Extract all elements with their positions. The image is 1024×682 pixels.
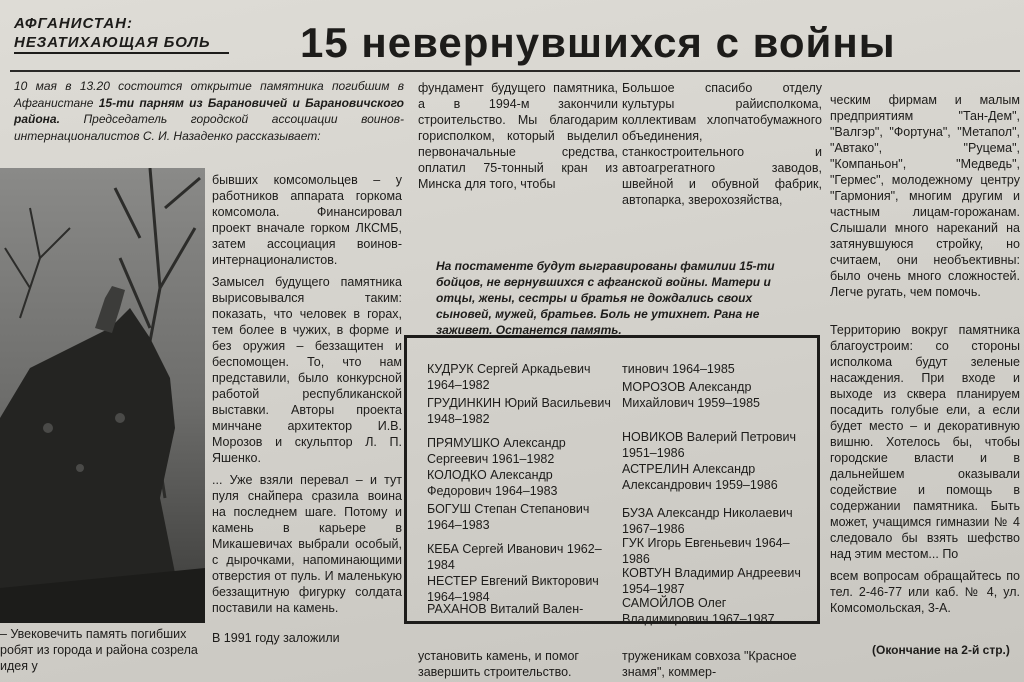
- name-entry: НОВИКОВ Валерий Петрович 1951–1986: [622, 430, 796, 460]
- col1-paragraph-1: бывших комсомольцев – у работников аппарата горкома комсомола. Финансировал проект вначале горком ЛКСМБ, затем ассоциация воинов-интернационалистов.: [212, 173, 402, 267]
- name-entry: КОВТУН Владимир Андреевич 1954–1987: [622, 566, 801, 596]
- column-4: ческим фирмам и малым предприятиям "Тан-Дем", "Валгэр", "Фортуна", "Метапол", "Автако", "Руцема", "Компаньон", "Медведь", "Гермес", молодежному центру "Гармония", многим другим и частным лицам-горожанам. Слышали много нареканий на затянувшуюся стройку, но считаем, они необъективны: было очень много сложностей. Легче ругать, чем помочь.: [830, 93, 1020, 299]
- col4b-paragraph-2: всем вопросам обращайтесь по тел. 2-46-77 или каб. № 4, ул. Комсомольская, 3-А.: [830, 569, 1020, 615]
- name-entry: тинович 1964–1985: [622, 362, 735, 376]
- headline: 15 невернувшихся с войны: [300, 19, 896, 66]
- name-entry: ГРУДИНКИН Юрий Васильевич 1948–1982: [427, 396, 611, 426]
- bottom-text-left: – Увековечить память погибших робят из города и района созрела идея у: [0, 627, 198, 673]
- lead-part-2: Председатель городской ассоциации воинов-интернационалистов С. И. Назаденко рассказывает:: [14, 112, 404, 143]
- bottom-text-col3: труженикам совхоза "Красное знамя", коммер-: [622, 649, 797, 679]
- rubric-line-2: НЕЗАТИХАЮЩАЯ БОЛЬ: [14, 33, 229, 54]
- rubric-line-1: АФГАНИСТАН:: [14, 15, 134, 32]
- names-box: [404, 335, 820, 624]
- name-entry: МОРОЗОВ Александр Михайлович 1959–1985: [622, 380, 761, 410]
- col4b-paragraph-1: Территорию вокруг памятника благоустроим: со стороны исполкома будут зеленые насаждения. При входе и выходе из сквера планируем посадить голубые ели, а если будет место – и декоративную вишню. Хотелось бы, чтобы городские власти и в дальнейшем оказывали содействие и помощь в содержании памятника. Быть может, учащимся гимназии № 4 следовало бы взять шефство над этим местом... По: [830, 323, 1020, 561]
- continuation-note: (Окончание на 2-й стр.): [872, 643, 1010, 657]
- col1-paragraph-2: Замысел будущего памятника вырисовывался таким: показать, что человек в горах, тем более в чужих, в форме и без оружия – беззащитен и беспомощен. То, что нам представили, было конкурсной работой республиканской выставки. Авторы проекта минчане архитектор И.В. Морозов и скульптор Л. П. Яшенко.: [212, 275, 402, 465]
- name-entry: ГУК Игорь Евгеньевич 1964–1986: [622, 536, 790, 566]
- name-entry: КОЛОДКО Александр Федорович 1964–1983: [427, 468, 558, 498]
- bottom-text-col1: В 1991 году заложили: [212, 631, 340, 645]
- name-entry: КЕБА Сергей Иванович 1962–1984: [427, 542, 602, 572]
- lead-bold: 15-ти парням из Барановичей и Барановичского района.: [14, 95, 404, 126]
- name-entry: БОГУШ Степан Степанович 1964–1983: [427, 502, 590, 532]
- name-entry: КУДРУК Сергей Аркадьевич 1964–1982: [427, 362, 591, 392]
- column-2: фундамент будущего памятника, а в 1994-м закончили строительство. Мы благодарим горисполком, который выделил первоначальные средства, оплатил 75-тонный кран из Минска для того, чтобы: [418, 81, 618, 191]
- lead-part-1: 10 мая в 13.20 состоится открытие памятника погибшим в Афганистане: [14, 79, 404, 110]
- name-entry: БУЗА Александр Николаевич 1967–1986: [622, 506, 793, 536]
- column-1: [212, 172, 402, 622]
- section-rubric: [14, 14, 244, 54]
- name-entry: САМОЙЛОВ Олег Владимирович 1967–1987: [622, 596, 775, 626]
- top-rule: [10, 70, 1020, 72]
- callout-text: На постаменте будут выгравированы фамилии 15-ти бойцов, не вернувшихся с афганской войны. Матери и отцы, жены, сестры и братья не дождались своих сыновей, мужей, братьев. Боль не утихнет. Рана не заживет. Останется память.: [436, 259, 775, 337]
- monument-photo: [0, 168, 205, 623]
- column-3: Большое спасибо отделу культуры райисполкома, коллективам хлопчатобумажного объединения, станкостроительного и автоагрегатного заводов, швейной и обувной фабрик, автопарка, зверохозяйства,: [622, 81, 822, 207]
- lead-paragraph: [14, 78, 404, 144]
- monument-photo-image: [0, 168, 205, 623]
- name-entry: РАХАНОВ Виталий Вален-: [427, 602, 584, 616]
- name-entry: НЕСТЕР Евгений Викторович 1964–1984: [427, 574, 599, 604]
- name-entry: ПРЯМУШКО Александр Сергеевич 1961–1982: [427, 436, 566, 466]
- name-entry: АСТРЕЛИН Александр Александрович 1959–1986: [622, 462, 778, 492]
- column-4-lower: [830, 322, 1020, 622]
- bottom-text-col2: установить камень, и помог завершить строительство.: [418, 649, 579, 679]
- col1-paragraph-3: ... Уже взяли перевал – и тут пуля снайпера сразила воина на последнем шаге. Потому и камень в карьере в Микашевичах выбрали особый, с дырочками, напоминающими отверстия от пуль. И маленькую беззащитную фигурку солдата поставили на камень.: [212, 473, 402, 615]
